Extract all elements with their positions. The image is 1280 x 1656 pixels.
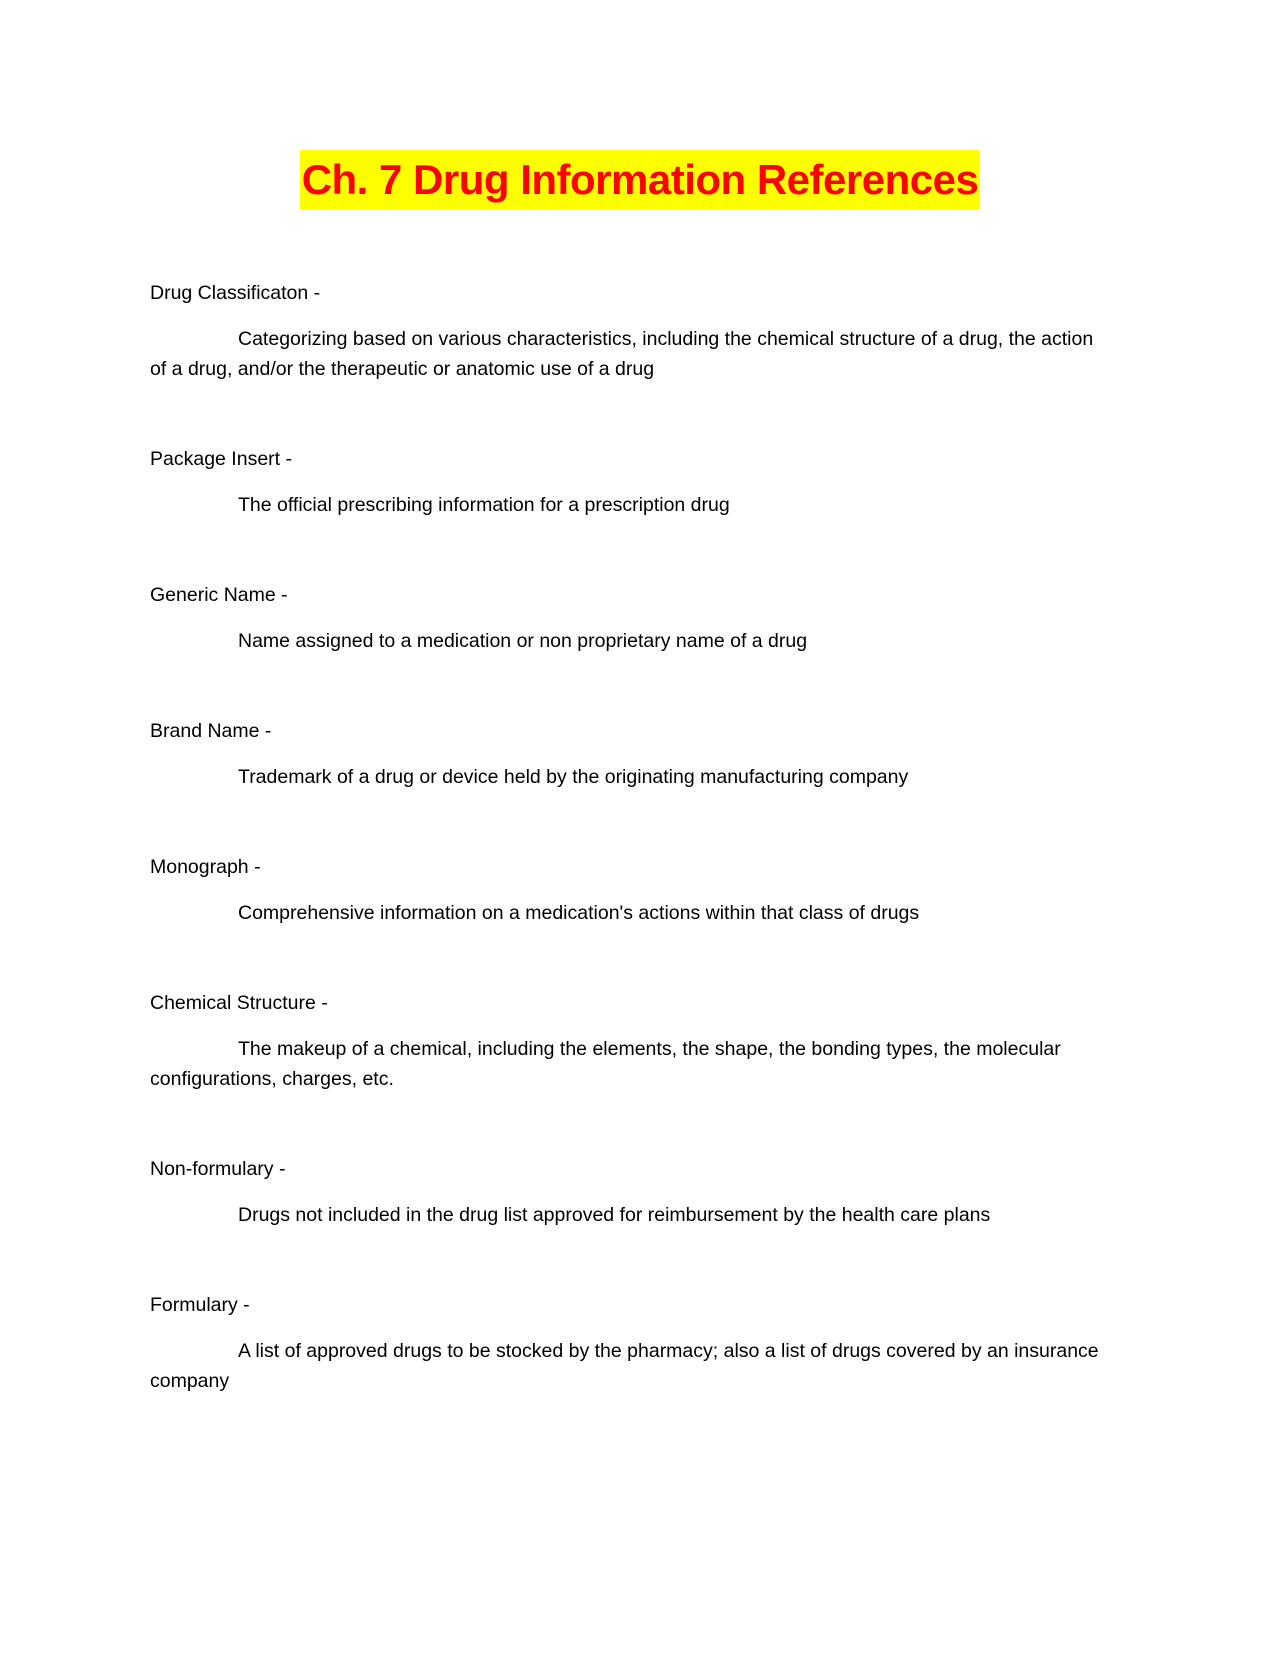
glossary-entry xyxy=(150,1154,1110,1230)
glossary-definition: Categorizing based on various characteristics, including the chemical structure of a drug, the action of a drug, and/or the therapeutic or anatomic use of a drug xyxy=(150,328,1094,380)
glossary-entry xyxy=(150,580,1110,656)
glossary-term: Brand Name - xyxy=(150,720,272,742)
glossary-definition: The makeup of a chemical, including the elements, the shape, the bonding types, the molecular configurations, charges, etc. xyxy=(150,1038,1061,1090)
glossary-definition: Comprehensive information on a medication's actions within that class of drugs xyxy=(238,902,920,924)
glossary-term: Monograph - xyxy=(150,856,261,878)
glossary-entry xyxy=(150,852,1110,928)
glossary-term: Non-formulary - xyxy=(150,1158,286,1180)
glossary-entry xyxy=(150,1290,1110,1396)
glossary-list xyxy=(150,278,1110,1396)
glossary-definition: Drugs not included in the drug list approved for reimbursement by the health care plans xyxy=(238,1204,991,1226)
glossary-term: Package Insert - xyxy=(150,448,292,470)
glossary-entry xyxy=(150,716,1110,792)
glossary-definition: Name assigned to a medication or non proprietary name of a drug xyxy=(238,630,808,652)
page-title: Ch. 7 Drug Information References xyxy=(300,150,981,210)
glossary-term: Generic Name - xyxy=(150,584,288,606)
glossary-term: Drug Classificaton - xyxy=(150,282,321,304)
glossary-definition: Trademark of a drug or device held by the originating manufacturing company xyxy=(238,766,909,788)
glossary-entry xyxy=(150,278,1110,384)
glossary-term: Chemical Structure - xyxy=(150,992,328,1014)
glossary-entry xyxy=(150,444,1110,520)
glossary-term: Formulary - xyxy=(150,1294,250,1316)
glossary-definition: A list of approved drugs to be stocked by the pharmacy; also a list of drugs covered by an insurance company xyxy=(150,1340,1099,1392)
glossary-entry xyxy=(150,988,1110,1094)
glossary-definition: The official prescribing information for a prescription drug xyxy=(238,494,730,516)
title-container xyxy=(0,150,1280,210)
